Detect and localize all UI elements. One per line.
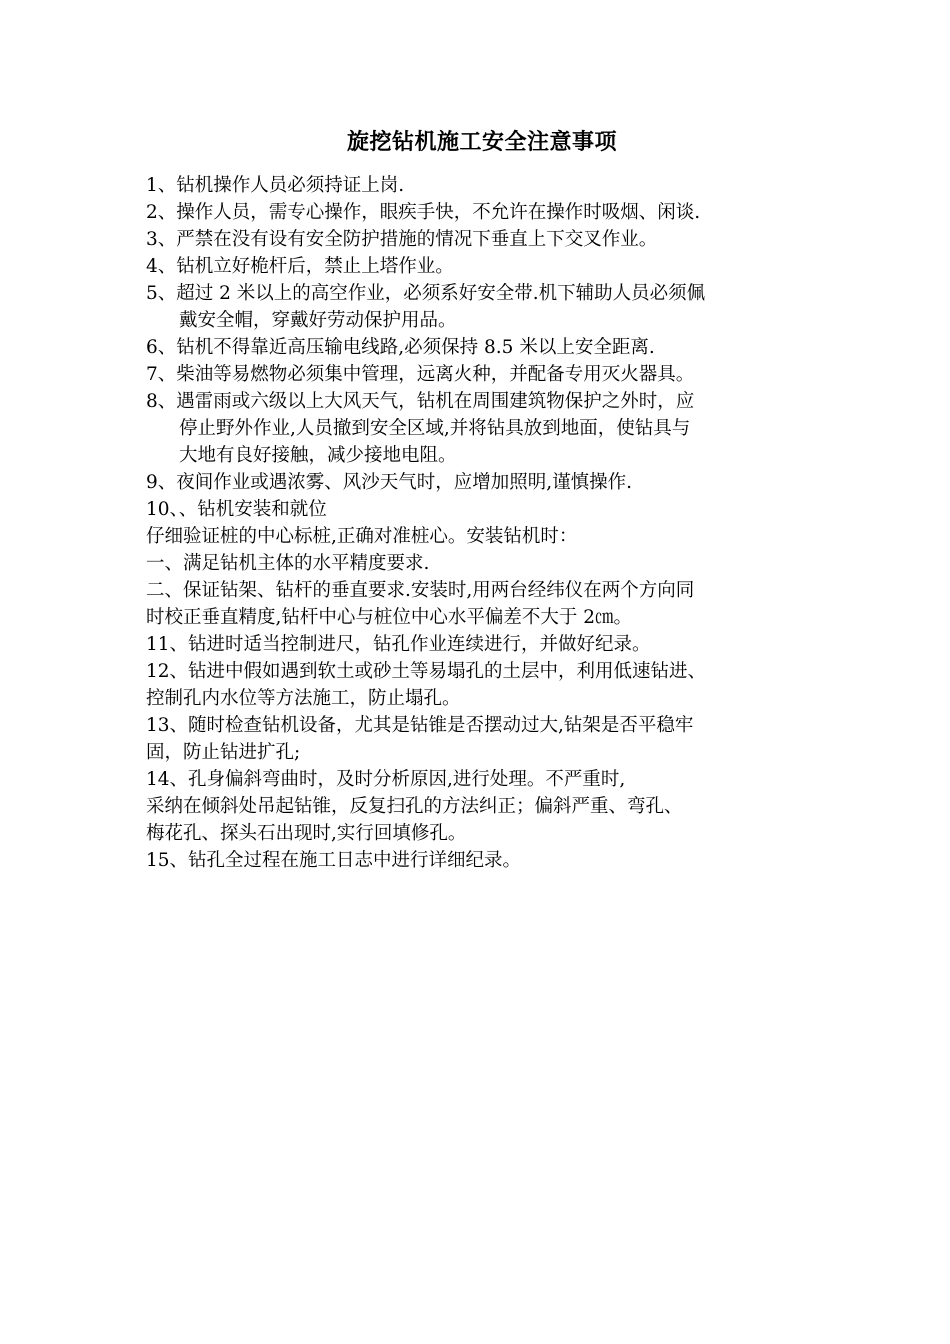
document-line: 14、孔身偏斜弯曲时，及时分析原因,进行处理。不严重时, [146, 769, 626, 790]
document-line: 7、柴油等易燃物必须集中管理，远离火种，并配备专用灭火器具。 [146, 364, 695, 385]
document-body [146, 174, 818, 873]
document-title: 旋挖钻机施工安全注意事项 [346, 129, 617, 155]
document-line: 5、超过 2 米以上的高空作业，必须系好安全带.机下辅助人员必须佩 [146, 283, 706, 304]
document-line: 15、钻孔全过程在施工日志中进行详细纪录。 [146, 850, 522, 871]
document-line: 固，防止钻进扩孔; [146, 742, 301, 763]
document-line: 梅花孔、探头石出现时,实行回填修孔。 [146, 823, 467, 844]
document-line: 仔细验证桩的中心标桩,正确对准桩心。安装钻机时： [146, 526, 578, 547]
document-line: 戴安全帽，穿戴好劳动保护用品。 [179, 310, 457, 331]
document-line: 2、操作人员，需专心操作，眼疾手快，不允许在操作时吸烟、闲谈. [146, 202, 701, 223]
document-line: 停止野外作业,人员撤到安全区域,并将钻具放到地面，使钻具与 [179, 418, 691, 439]
document-line: 3、严禁在没有设有安全防护措施的情况下垂直上下交叉作业。 [146, 229, 658, 250]
document-line: 8、遇雷雨或六级以上大风天气，钻机在周围建筑物保护之外时，应 [146, 391, 695, 412]
document-line: 13、随时检查钻机设备，尤其是钻锥是否摆动过大,钻架是否平稳牢 [146, 715, 694, 736]
document-line: 10、、钻机安装和就位 [146, 499, 327, 520]
document-line: 1、钻机操作人员必须持证上岗. [146, 175, 405, 196]
document-line: 11、钻进时适当控制进尺，钻孔作业连续进行，并做好纪录。 [146, 634, 651, 655]
document-line: 6、钻机不得靠近高压输电线路,必须保持 8.5 米以上安全距离. [146, 337, 655, 358]
document-line: 12、钻进中假如遇到软土或砂土等易塌孔的土层中，利用低速钻进、 [146, 661, 707, 682]
document-line: 大地有良好接触，减少接地电阻。 [179, 445, 457, 466]
document-page [146, 128, 818, 873]
document-line: 时校正垂直精度,钻杆中心与桩位中心水平偏差不大于 2㎝。 [146, 607, 633, 628]
document-line: 4、钻机立好桅杆后，禁止上塔作业。 [146, 256, 454, 277]
document-line: 一、满足钻机主体的水平精度要求. [146, 553, 430, 574]
document-line: 9、夜间作业或遇浓雾、风沙天气时，应增加照明,谨慎操作. [146, 472, 633, 493]
document-line: 控制孔内水位等方法施工，防止塌孔。 [146, 688, 461, 709]
document-line: 二、保证钻架、钻杆的垂直要求.安装时,用两台经纬仪在两个方向同 [146, 580, 695, 601]
document-line: 采纳在倾斜处吊起钻锥，反复扫孔的方法纠正；偏斜严重、弯孔、 [146, 796, 683, 817]
